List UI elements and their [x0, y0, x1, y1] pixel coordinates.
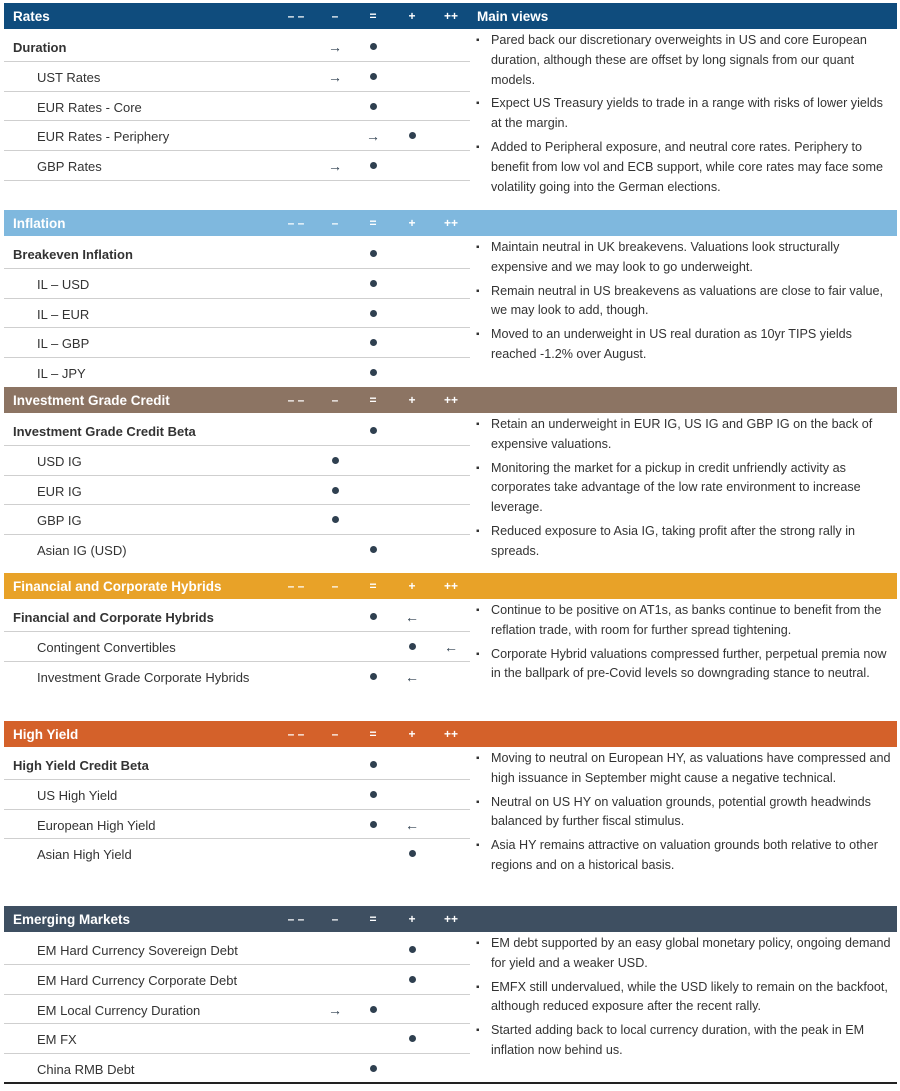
table-row: [4, 965, 470, 995]
view-bullet: ▪ Continue to be positive on AT1s, as banks continue to benefit from the reflation trade, with room for further spread tightening.: [474, 601, 896, 641]
position-dot-icon: [409, 850, 416, 857]
table-row: [4, 269, 470, 299]
row-label: IL – USD: [37, 276, 90, 292]
arrow-right-icon: →: [328, 39, 342, 55]
main-views-list: [474, 749, 896, 880]
arrow-right-icon: →: [328, 158, 342, 175]
table-row: [4, 476, 470, 506]
table-row: [4, 750, 470, 780]
scale-symbol: ++: [443, 579, 458, 593]
section-header: [4, 387, 897, 413]
position-dot-icon: [370, 1065, 377, 1072]
table-row: [4, 92, 470, 122]
row-label: European High Yield: [37, 817, 156, 833]
section-header: [4, 573, 897, 599]
main-views-heading: Main views: [477, 9, 549, 24]
arrow-left-icon: ←: [405, 816, 419, 833]
section-title: Emerging Markets: [13, 912, 131, 927]
main-views-list: [474, 31, 896, 201]
scale-symbol: – –: [287, 216, 305, 230]
position-dot-icon: [370, 613, 377, 620]
scale-symbol: ++: [443, 393, 458, 407]
table-row: [4, 1024, 470, 1054]
position-dot-icon: [370, 369, 377, 376]
table-bottom-rule: [4, 1082, 897, 1084]
table-row: [4, 121, 470, 151]
view-bullet: ▪ Added to Peripheral exposure, and neutral core rates. Periphery to benefit from low vol and ECB support, while core rates may face some volatility going into the German elections.: [474, 138, 896, 197]
arrow-left-icon: ←: [444, 638, 458, 655]
table-row: [4, 239, 470, 269]
section-header: [4, 3, 897, 29]
row-label: EUR Rates - Core: [37, 99, 142, 115]
section-title: Inflation: [13, 216, 66, 231]
position-dot-icon: [370, 339, 377, 346]
arrow-right-icon: →: [328, 68, 342, 85]
row-label: EM FX: [37, 1032, 77, 1048]
main-views-list: [474, 934, 896, 1065]
row-label: IL – GBP: [37, 336, 90, 352]
view-bullet: ▪ Retain an underweight in EUR IG, US IG and GBP IG on the back of expensive valuations.: [474, 415, 896, 455]
view-bullet: ▪ Remain neutral in US breakevens as valuations are close to fair value, we may look to add, though.: [474, 282, 896, 322]
table-row: [4, 780, 470, 810]
position-dot-icon: [370, 280, 377, 287]
row-label: US High Yield: [37, 787, 118, 803]
row-label: Investment Grade Corporate Hybrids: [37, 669, 250, 685]
table-row: [4, 62, 470, 92]
row-label: EM Hard Currency Corporate Debt: [37, 972, 238, 988]
section-hybrids: [4, 573, 897, 718]
row-label: IL – EUR: [37, 306, 90, 322]
row-label: GBP IG: [37, 513, 82, 529]
scale-symbol: –: [331, 393, 339, 407]
table-row: [4, 358, 470, 387]
section-header: [4, 721, 897, 747]
section-title: Financial and Corporate Hybrids: [13, 579, 222, 594]
table-row: [4, 299, 470, 329]
table-row: [4, 839, 470, 868]
view-bullet: ▪ Expect US Treasury yields to trade in a range with risks of lower yields at the margin.: [474, 94, 896, 134]
scale-symbol: ++: [443, 9, 458, 23]
table-row: [4, 328, 470, 358]
position-dot-icon: [370, 821, 377, 828]
row-label: EM Hard Currency Sovereign Debt: [37, 943, 238, 958]
table-row: [4, 151, 470, 181]
position-dot-icon: [332, 487, 339, 494]
scale-symbol: ++: [443, 216, 458, 230]
position-dot-icon: [332, 457, 339, 464]
row-label: Contingent Convertibles: [37, 639, 176, 655]
scale-symbol: =: [369, 912, 377, 926]
view-bullet: ▪ EMFX still undervalued, while the USD likely to remain on the backfoot, although reduced exposure after the recent rally.: [474, 978, 896, 1018]
scale-symbol: – –: [287, 579, 305, 593]
row-label: Asian IG (USD): [37, 543, 127, 559]
arrow-left-icon: ←: [405, 668, 419, 685]
view-bullet: ▪ EM debt supported by an easy global monetary policy, ongoing demand for yield and a weaker USD.: [474, 934, 896, 974]
scale-symbol: –: [331, 9, 339, 23]
arrow-right-icon: →: [328, 1001, 342, 1018]
position-dot-icon: [370, 103, 377, 110]
table-row: [4, 32, 470, 62]
main-views-list: [474, 415, 896, 566]
main-views-list: [474, 238, 896, 369]
scale-symbol: +: [408, 912, 416, 926]
arrow-right-icon: →: [366, 128, 380, 145]
table-row: [4, 632, 470, 662]
view-bullet: ▪ Pared back our discretionary overweights in US and core European duration, although these are offset by long signals from our quant models.: [474, 31, 896, 90]
position-dot-icon: [370, 546, 377, 553]
table-row: [4, 416, 470, 446]
position-dot-icon: [370, 791, 377, 798]
row-label: UST Rates: [37, 69, 101, 85]
table-row: [4, 446, 470, 476]
view-bullet: ▪ Started adding back to local currency duration, with the peak in EM inflation now behind us.: [474, 1021, 896, 1061]
scale-symbol: +: [408, 9, 416, 23]
position-dot-icon: [370, 250, 377, 257]
scale-symbol: +: [408, 579, 416, 593]
scale-symbol: =: [369, 579, 377, 593]
table-row: [4, 1054, 470, 1083]
row-label: EM Local Currency Duration: [37, 1002, 201, 1018]
table-row: [4, 995, 470, 1025]
row-label: Financial and Corporate Hybrids: [13, 610, 214, 625]
position-dot-icon: [332, 516, 339, 523]
view-bullet: ▪ Corporate Hybrid valuations compressed further, perpetual premia now in the ballpark of pre-Covid levels so downgrading stance to neutral.: [474, 645, 896, 685]
scale-symbol: +: [408, 216, 416, 230]
view-bullet: ▪ Neutral on US HY on valuation grounds, potential growth headwinds balanced by further fiscal stimulus.: [474, 793, 896, 833]
row-label: IL – JPY: [37, 366, 86, 382]
scale-symbol: –: [331, 216, 339, 230]
table-row: [4, 602, 470, 632]
position-dot-icon: [409, 976, 416, 983]
section-rates: [4, 3, 897, 207]
scale-symbol: +: [408, 727, 416, 741]
row-label: Asian High Yield: [37, 847, 132, 863]
scale-symbol: +: [408, 393, 416, 407]
scale-symbol: –: [331, 727, 339, 741]
row-label: Duration: [13, 40, 67, 55]
position-dot-icon: [370, 1006, 377, 1013]
table-row: [4, 810, 470, 840]
scale-symbol: – –: [287, 912, 305, 926]
position-dot-icon: [409, 1035, 416, 1042]
table-row: [4, 535, 470, 564]
position-dot-icon: [370, 673, 377, 680]
table-row: [4, 505, 470, 535]
row-label: Breakeven Inflation: [13, 247, 133, 262]
table-row: [4, 662, 470, 691]
table-row: [4, 935, 470, 965]
position-dot-icon: [370, 427, 377, 434]
scale-symbol: –: [331, 912, 339, 926]
row-label: Investment Grade Credit Beta: [13, 424, 196, 439]
row-label: GBP Rates: [37, 159, 102, 175]
row-label: High Yield Credit Beta: [13, 758, 149, 773]
section-title: Rates: [13, 9, 50, 24]
scale-symbol: =: [369, 727, 377, 741]
position-dot-icon: [409, 132, 416, 139]
section-hy: [4, 721, 897, 903]
section-title: High Yield: [13, 727, 79, 742]
scale-symbol: =: [369, 9, 377, 23]
section-inflation: [4, 210, 897, 384]
row-label: China RMB Debt: [37, 1062, 135, 1078]
view-bullet: ▪ Moved to an underweight in US real duration as 10yr TIPS yields reached -1.2% over August.: [474, 325, 896, 365]
row-label: EUR Rates - Periphery: [37, 129, 170, 145]
view-bullet: ▪ Monitoring the market for a pickup in credit unfriendly activity as corporates take advantage of the low rate environment to increase leverage.: [474, 459, 896, 518]
view-bullet: ▪ Maintain neutral in UK breakevens. Valuations look structurally expensive and we may look to go underweight.: [474, 238, 896, 278]
position-dot-icon: [370, 73, 377, 80]
row-label: EUR IG: [37, 483, 82, 499]
position-dot-icon: [409, 643, 416, 650]
view-bullet: ▪ Moving to neutral on European HY, as valuations have compressed and high issuance in September might cause a negative technical.: [474, 749, 896, 789]
main-views-list: [474, 601, 896, 688]
scale-symbol: =: [369, 393, 377, 407]
view-bullet: ▪ Asia HY remains attractive on valuation grounds both relative to other regions and on a historical basis.: [474, 836, 896, 876]
section-em: [4, 906, 897, 1083]
scale-symbol: – –: [287, 393, 305, 407]
section-title: Investment Grade Credit: [13, 393, 170, 408]
section-header: [4, 210, 897, 236]
row-label: USD IG: [37, 453, 82, 469]
position-dot-icon: [370, 43, 377, 50]
scale-symbol: ++: [443, 912, 458, 926]
scale-symbol: ++: [443, 727, 458, 741]
view-bullet: ▪ Reduced exposure to Asia IG, taking profit after the strong rally in spreads.: [474, 522, 896, 562]
scale-symbol: =: [369, 216, 377, 230]
scale-symbol: – –: [287, 9, 305, 23]
section-header: [4, 906, 897, 932]
scale-symbol: – –: [287, 727, 305, 741]
section-ig: [4, 387, 897, 570]
position-dot-icon: [370, 761, 377, 768]
position-dot-icon: [409, 946, 416, 953]
position-dot-icon: [370, 310, 377, 317]
arrow-left-icon: ←: [405, 609, 419, 625]
position-dot-icon: [370, 162, 377, 169]
scale-symbol: –: [331, 579, 339, 593]
